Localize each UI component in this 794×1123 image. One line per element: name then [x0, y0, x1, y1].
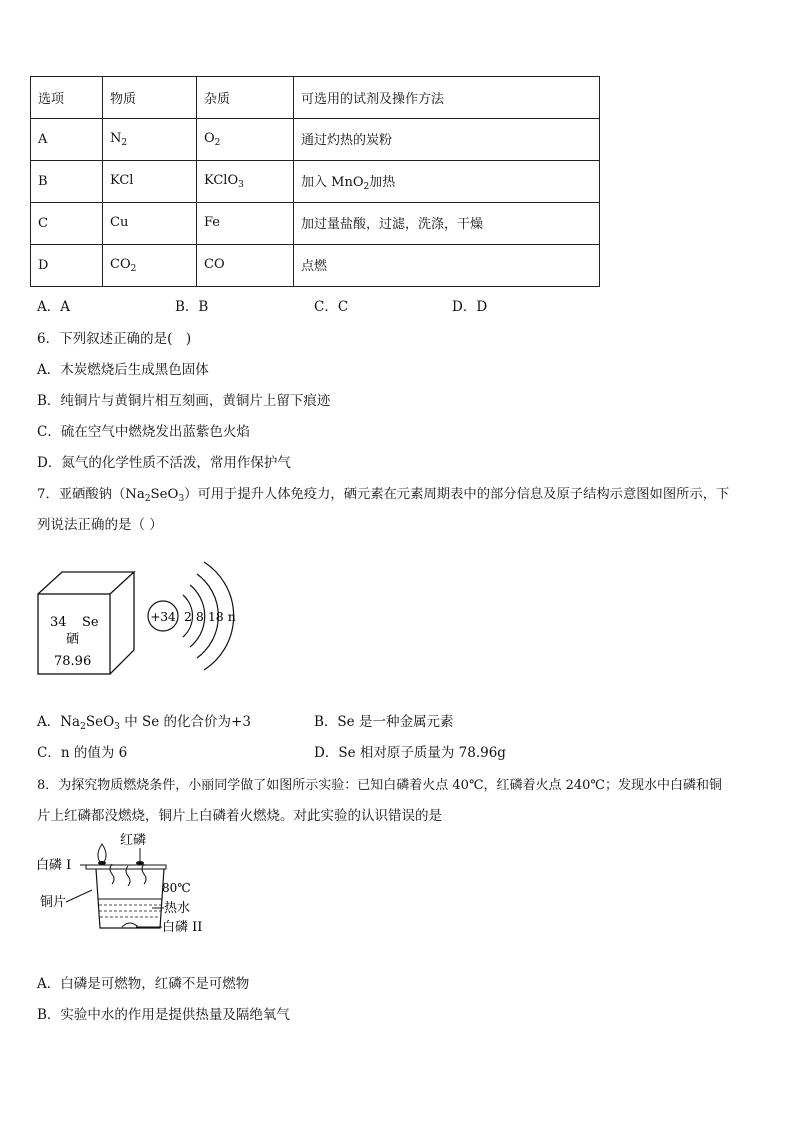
- q7-stem-line2: 列说法正确的是（ ）: [37, 517, 163, 533]
- table-header-cell: 物质: [103, 77, 197, 119]
- table-row: [31, 245, 600, 287]
- q8-option-b: B．实验中水的作用是提供热量及隔绝氧气: [37, 1007, 290, 1023]
- impurity-cell: KClO$_3$: [197, 161, 294, 203]
- option-cell: A: [31, 119, 103, 161]
- q6-stem: 6．下列叙述正确的是( ): [37, 331, 192, 347]
- q8-stem: 8．为探究物质燃烧条件，小丽同学做了如图所示实验：已知白磷着火点 40℃，红磷着火点 240℃；发现水中白磷和铜: [37, 778, 722, 793]
- q5-option-d: D．D: [452, 299, 488, 315]
- red-phosphorus-blob: [136, 861, 144, 865]
- q8-stem-line2: 片上红磷都没燃烧，铜片上白磷着火燃烧。对此实验的认识错误的是: [37, 808, 442, 824]
- method-cell: 加入 MnO$_2$加热: [294, 161, 600, 203]
- impurity-cell: $O_2$: [197, 119, 294, 161]
- temperature-label: 80℃: [162, 881, 191, 895]
- combustion-experiment-diagram: [36, 828, 226, 938]
- substance-cell: Cu: [103, 203, 197, 245]
- red-phosphorus-label: 红磷: [120, 833, 147, 848]
- table-row: [31, 203, 600, 245]
- q7-option-a: A．$Na_2SeO_3$ 中 Se 的化合价为+3: [37, 714, 251, 732]
- q7-option-b: B．Se 是一种金属元素: [314, 714, 454, 730]
- substance-cell: $CO_2$: [103, 245, 197, 287]
- method-cell: 点燃: [294, 245, 600, 287]
- q6-option-b: B．纯铜片与黄铜片相互刻画，黄铜片上留下痕迹: [37, 393, 331, 409]
- white-phosphorus-2-blob: [122, 923, 138, 927]
- flame-icon: [98, 844, 106, 862]
- impurity-cell: CO: [197, 245, 294, 287]
- q5-option-b: B．B: [175, 299, 209, 315]
- selenium-diagram: [36, 552, 246, 680]
- option-cell: D: [31, 245, 103, 287]
- white-phosphorus-2-label: 白磷 II: [162, 920, 203, 935]
- option-cell: C: [31, 203, 103, 245]
- copper-sheet-label: 铜片: [40, 895, 67, 910]
- question-5-table: [30, 76, 600, 287]
- atomic-number: 34: [50, 615, 67, 630]
- impurity-cell: Fe: [197, 203, 294, 245]
- white-phosphorus-1-label: 白磷 I: [36, 858, 72, 873]
- table-row: [31, 161, 600, 203]
- atomic-mass: 78.96: [54, 654, 92, 669]
- nucleus-charge: +34: [150, 610, 176, 624]
- method-cell: 通过灼热的炭粉: [294, 119, 600, 161]
- q7-option-c: C．n 的值为 6: [37, 745, 128, 761]
- table-header-cell: 可选用的试剂及操作方法: [294, 77, 600, 119]
- q8-option-a: A．白磷是可燃物，红磷不是可燃物: [37, 976, 250, 992]
- q6-option-a: A．木炭燃烧后生成黑色固体: [37, 362, 209, 378]
- element-symbol: Se: [82, 615, 99, 630]
- white-phosphorus-1-blob: [98, 861, 106, 865]
- substance-cell: KCl: [103, 161, 197, 203]
- q7-option-d: D．Se 相对原子质量为 78.96g: [314, 745, 506, 761]
- table-header-cell: 杂质: [197, 77, 294, 119]
- method-cell: 加过量盐酸，过滤，洗涤，干燥: [294, 203, 600, 245]
- q5-option-a: A．A: [37, 299, 70, 315]
- hot-water-label: 热水: [164, 901, 191, 916]
- q6-option-c: C．硫在空气中燃烧发出蓝紫色火焰: [37, 424, 250, 440]
- q7-stem: 7．亚硒酸钠$(Na_2SeO_3)$可用于提升人体免疫力，硒元素在元素周期表中的部分信息及原子结构示意图如图所示，下: [37, 487, 730, 504]
- element-name: 硒: [66, 632, 80, 647]
- table-header-cell: 选项: [31, 77, 103, 119]
- q6-option-d: D．氮气的化学性质不活泼，常用作保护气: [37, 455, 291, 471]
- q5-option-c: C．C: [314, 299, 349, 315]
- option-cell: B: [31, 161, 103, 203]
- table-row: [31, 119, 600, 161]
- atom-structure-diagram: [148, 562, 236, 670]
- substance-cell: $N_2$: [103, 119, 197, 161]
- shell-electrons: 2 8 18 n: [184, 609, 236, 624]
- table-header-row: [31, 77, 600, 119]
